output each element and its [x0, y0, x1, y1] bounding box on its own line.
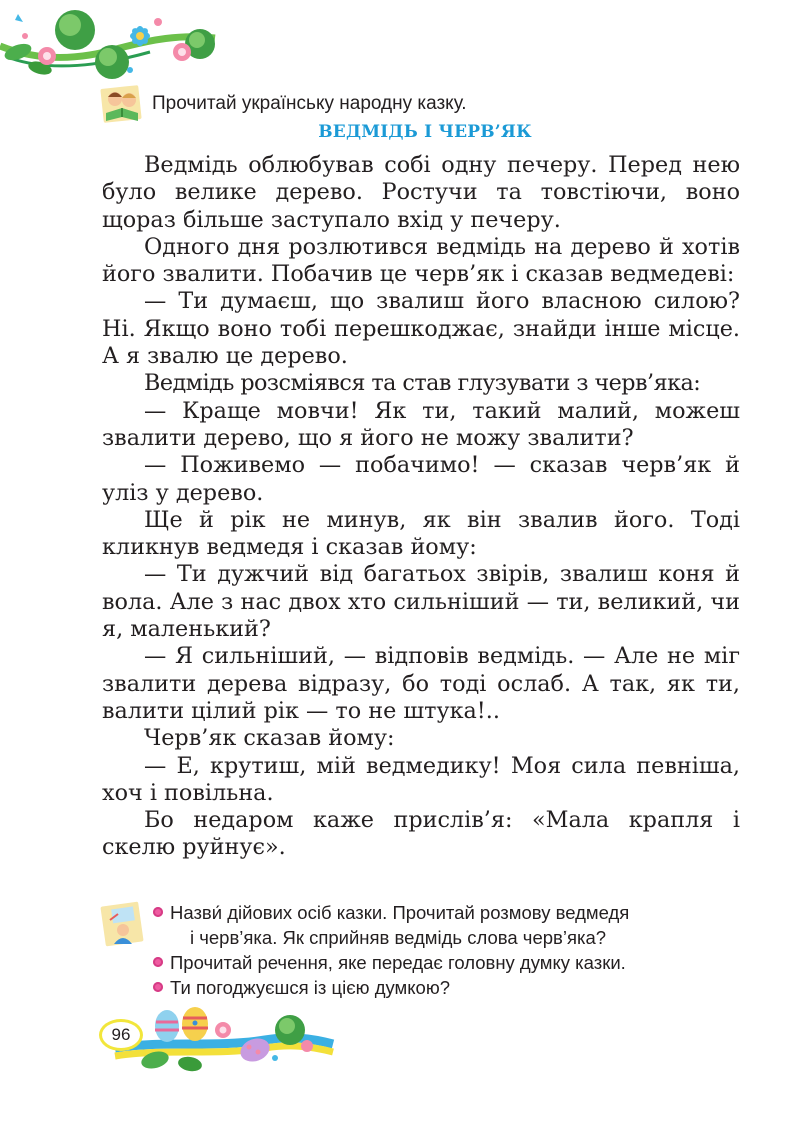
story-paragraph: — Е, крутиш, мій ведмедику! Моя сила певніша, хоч і повільна. [102, 752, 740, 806]
question-item [152, 950, 752, 975]
question-item [152, 900, 752, 950]
story-paragraph: Ще й рік не минув, як він звалив його. Тоді кликнув ведмедя і сказав йому: [102, 506, 740, 561]
bullet-icon [153, 957, 163, 967]
question-text: Назви́ дійових осіб казки. Прочитай розмову ведмедя [170, 902, 630, 923]
story-paragraph: Ведмідь облюбував собі одну печеру. Перед нею було велике дерево. Ростучи та товстіючи, воно щораз більше заступало вхід у печеру. [102, 152, 740, 233]
questions-list [152, 900, 752, 1000]
story-text [102, 152, 740, 862]
reading-children-icon [100, 83, 144, 125]
reading-instruction-row [100, 83, 467, 125]
story-paragraph: Ведмідь розсміявся та став глузувати з черв’яка: [144, 370, 701, 397]
question-text: Прочитай речення, яке передає головну думку казки. [170, 952, 626, 973]
questions-task-icon [100, 900, 146, 948]
instruction-text: Прочитай українську народну казку. [152, 93, 467, 114]
story-paragraph: — Ти дужчий від багатьох звірів, звалиш коня й вола. Але з нас двох хто сильніший — ти, великий, чи я, маленький? [102, 561, 740, 643]
story-paragraph: — Краще мовчи! Як ти, такий малий, можеш звалити дерево, що я його не можу звалити? [102, 397, 740, 451]
question-text: Ти погоджуєшся із цією думкою? [170, 977, 451, 998]
bullet-icon [153, 907, 163, 917]
story-paragraph: Одного дня розлютився ведмідь на дерево й хотів його звалити. Побачив це черв’як і сказав ведмедеві: [102, 233, 740, 288]
question-text-continued: і черв’яка. Як сприйняв ведмідь слова черв’яка? [190, 927, 607, 948]
story-paragraph: — Поживемо — побачимо! — сказав черв’як й уліз у дерево. [102, 452, 740, 506]
page-number: 96 [99, 1019, 143, 1051]
floral-decoration-top [0, 0, 230, 90]
story-paragraph: — Я сильніший, — відповів ведмідь. — Але не міг звалити дерева відразу, бо тоді ослаб. А так, як ти, валити цілий рік — то не штука!.. [102, 643, 740, 724]
question-item [152, 975, 752, 1000]
story-title: ВЕДМІДЬ І ЧЕРВ’ЯК [318, 122, 532, 142]
story-paragraph: Черв’як сказав йому: [144, 725, 395, 752]
story-paragraph: — Ти думаєш, що звалиш його власною силою? Ні. Якщо воно тобі перешкоджає, знайди інше місце. А я звалю це дерево. [102, 288, 740, 370]
story-paragraph: Бо недаром каже прислів’я: «Мала крапля і скелю руйнує». [102, 807, 740, 861]
bullet-icon [153, 982, 163, 992]
